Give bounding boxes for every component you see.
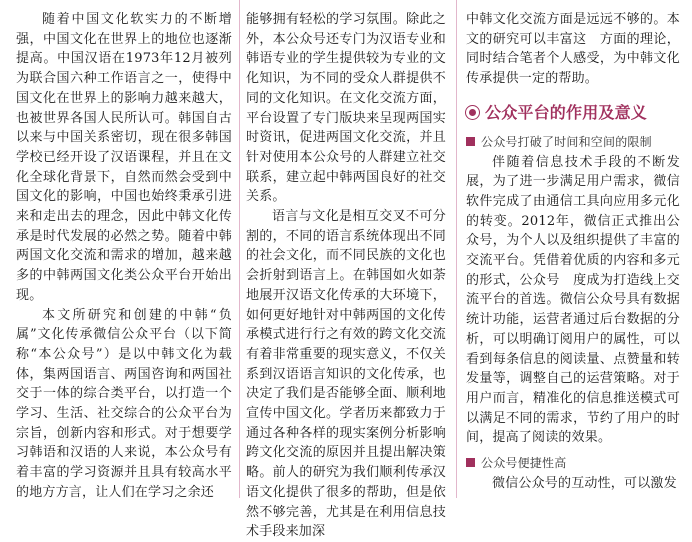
- square-bullet-icon: [466, 458, 475, 467]
- column-3: [466, 10, 680, 493]
- square-bullet-icon: [466, 137, 475, 146]
- column-1: [16, 10, 232, 503]
- subheading-2-text: 公众号便捷性高: [481, 456, 567, 471]
- column-2: [246, 10, 446, 542]
- column-divider-2: [456, 0, 457, 498]
- col2-paragraph-2: 语言与文化是相互交叉不可分割的，不同的语言系统体现出不同的社会文化，而不同民族的文化也会折射到语言上。在韩国如火如荼地展开汉语文化传承的大环境下，如何更好地针对中韩两国的文化传承模式进行行之有效的跨文化交流有着非常重要的现实意义，不仅关系到汉语语言知识的文化传承，也决定了我们是否能够全面、顺利地宣传中国文化。学者历来都致力于通过各种各样的现实案例分析影响跨文化交流的原因并且提出解决策略。前人的研究为我们顺利传承汉语文化提供了很多的帮助，但是依然不够完善，尤其是在利用信息技术手段来加深: [246, 209, 446, 540]
- col3-paragraph-1: 中韩文化交流方面是远远不够的。本文的研究可以丰富这 方面的理论，同时结合笔者个人感受，为中韩文化传承提供一定的帮助。: [466, 12, 680, 87]
- subheading-2: [466, 454, 680, 474]
- col3-paragraph-3: 微信公众号的互动性，可以激发: [492, 475, 677, 491]
- col3-paragraph-2: 伴随着信息技术手段的不断发展，为了进一步满足用户需求，微信软件完成了由通信工具向应用多元化的转变。2012年，微信正式推出公众号，为个人以及组织提供了丰富的交流平台。凭借着优质的内容和多元的形式，公众号 度成为打造线上交流平台的首选。微信公众号具有数据统计功能，运营者通过后台数据的分析，可以明确订阅用户的属性，可以看到每条信息的阅读量、点赞量和转发量等，调整自己的运营策略。对于用户而言，精准化的信息推送模式可以满足不同的需求，节约了用户的时间，提高了阅读的效果。: [466, 154, 680, 446]
- subheading-1: [466, 133, 680, 153]
- subheading-1-text: 公众号打破了时间和空间的限制: [481, 134, 652, 149]
- col1-paragraph-1: 随着中国文化软实力的不断增强，中国文化在世界上的地位也逐渐提高。中国汉语在1973年12月被列为联合国六种工作语言之一，使得中国文化在世界上的影响力越来越大，也被世界各国人民所认可。韩国自古以来与中国关系密切，现在很多韩国学校已经开设了汉语课程，并且在文化全球化背景下，自然而然会受到中国文化的影响，中国也始终秉承引进来和走出去的理念，因此中韩文化传承是时代发展的必然之势。随着中韩两国文化交流和需求的增加，越来越多的中韩两国文化类公众平台开始出现。: [16, 12, 232, 303]
- col2-paragraph-1: 能够拥有轻松的学习氛围。除此之外，本公众号还专门为汉语专业和韩语专业的学生提供较为专业的文化知识，为不同的受众人群提供不同的文化知识。在文化交流方面，平台设置了专门版块来呈现两国实时资讯，促进两国文化交流，并且针对使用本公众号的人群建立社交联系，建立起中韩两国良好的社交关系。: [246, 12, 446, 205]
- section-title: [466, 103, 680, 123]
- section-title-text: 公众平台的作用及意义: [485, 102, 648, 122]
- column-divider-1: [239, 0, 240, 498]
- col1-paragraph-2: 本文所研究和创建的中韩“负属”文化传承微信公众平台（以下简称“本公众号”）是以中韩文化为载体，集两国语言、两国咨询和两国社交于一体的综合类平台，以打造一个学习、生活、社交综合的公众平台为宗旨，创新内容和形式。对于想要学习韩语和汉语的人来说，本公众号有着丰富的学习资源并且具有较高水平的地方方言，让人们在学习之余还: [16, 307, 232, 500]
- circle-bullet-icon: [466, 106, 479, 119]
